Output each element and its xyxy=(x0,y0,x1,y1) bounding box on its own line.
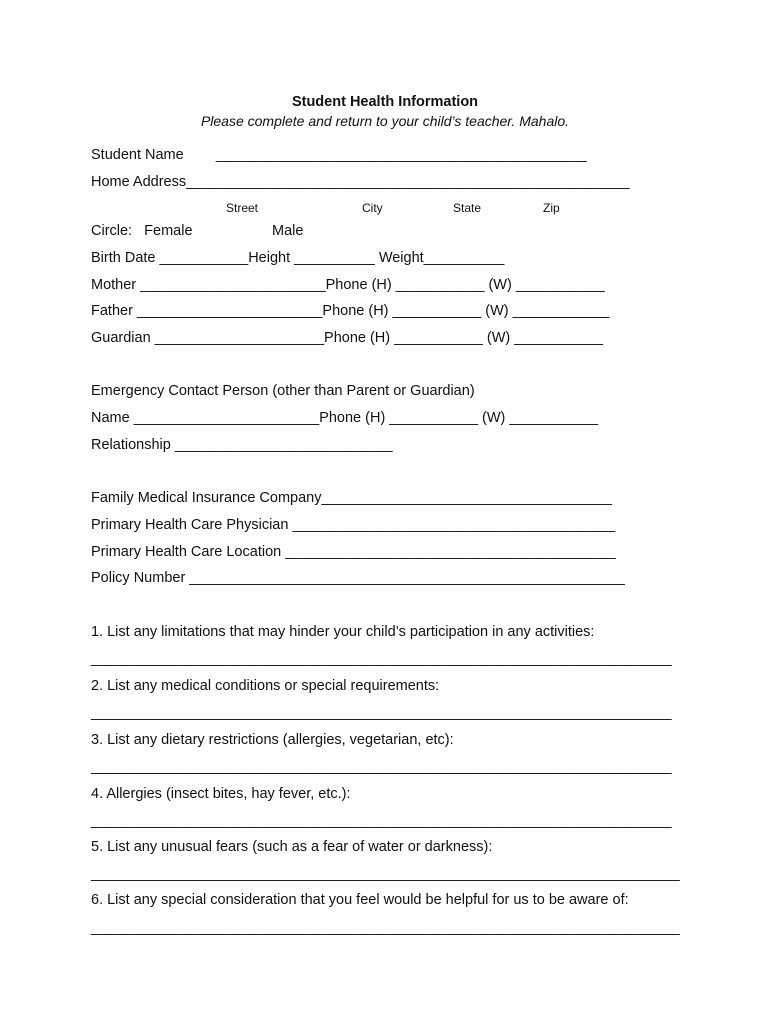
care-location-field[interactable]: Primary Health Care Location _________________________________________ xyxy=(91,544,616,560)
question-3-label: 3. List any dietary restrictions (allergies, vegetarian, etc): xyxy=(91,732,454,748)
question-2-label: 2. List any medical conditions or special requirements: xyxy=(91,678,440,694)
birth-height-weight-field[interactable]: Birth Date ___________Height __________ Weight__________ xyxy=(91,250,505,266)
gender-male-option[interactable]: Male xyxy=(272,223,304,239)
zip-label: Zip xyxy=(543,201,560,215)
physician-field[interactable]: Primary Health Care Physician ________________________________________ xyxy=(91,517,616,533)
question-5-answer-line[interactable]: _________________________________________________________________________ xyxy=(91,866,680,882)
question-6-label: 6. List any special consideration that you feel would be helpful for us to be aware of: xyxy=(91,892,629,908)
question-4-answer-line[interactable]: ________________________________________________________________________ xyxy=(91,813,672,829)
state-label: State xyxy=(453,201,482,215)
question-1-answer-line[interactable]: ________________________________________________________________________ xyxy=(91,651,672,667)
father-field[interactable]: Father _______________________Phone (H) ___________ (W) ____________ xyxy=(91,303,610,319)
policy-number-field[interactable]: Policy Number ______________________________________________________ xyxy=(91,570,625,586)
form-title: Student Health Information xyxy=(291,94,479,110)
street-label: Street xyxy=(226,201,259,215)
insurance-company-field[interactable]: Family Medical Insurance Company____________________________________ xyxy=(91,490,612,506)
student-name-field[interactable]: Student Name ______________________________________________ xyxy=(91,147,587,163)
question-3-answer-line[interactable]: ________________________________________________________________________ xyxy=(91,759,672,775)
emergency-heading: Emergency Contact Person (other than Parent or Guardian) xyxy=(91,383,475,399)
relationship-field[interactable]: Relationship ___________________________ xyxy=(91,437,393,453)
question-5-label: 5. List any unusual fears (such as a fear of water or darkness): xyxy=(91,839,493,855)
guardian-field[interactable]: Guardian _____________________Phone (H) ___________ (W) ___________ xyxy=(91,330,603,346)
city-label: City xyxy=(362,201,383,215)
question-6-answer-line[interactable]: _________________________________________________________________________ xyxy=(91,920,680,936)
form-subtitle: Please complete and return to your child’s teacher. Mahalo. xyxy=(200,113,570,129)
question-4-label: 4. Allergies (insect bites, hay fever, etc.): xyxy=(91,786,351,802)
emergency-name-field[interactable]: Name _______________________Phone (H) ___________ (W) ___________ xyxy=(91,410,599,426)
home-address-field[interactable]: Home Address_______________________________________________________ xyxy=(91,174,630,190)
question-1-label: 1. List any limitations that may hinder your child’s participation in any activities: xyxy=(91,624,595,640)
mother-field[interactable]: Mother _______________________Phone (H) ___________ (W) ___________ xyxy=(91,277,605,293)
gender-female-option[interactable]: Circle: Female xyxy=(91,223,193,239)
question-2-answer-line[interactable]: ________________________________________________________________________ xyxy=(91,705,672,721)
